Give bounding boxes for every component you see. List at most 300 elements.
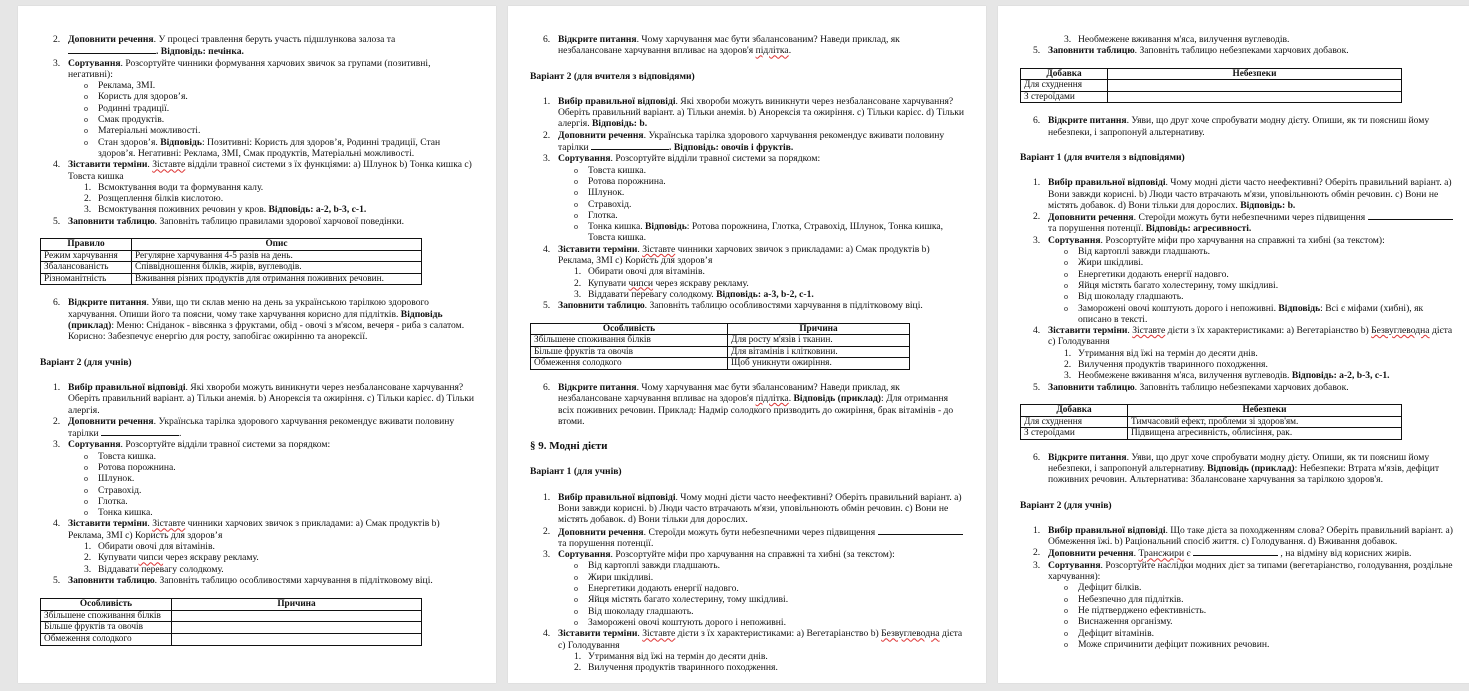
item-text: Купувати [588,277,629,289]
answer-text: Відповідь: печінка. [160,46,244,58]
table-row [41,610,422,622]
list-item: o Енергетики додають енергії надовго. [1078,269,1454,280]
answer-text: Відповідь: a-3, b-2, c-1. [716,288,814,300]
question-open [1033,115,1454,138]
punct: . [147,518,153,530]
answer-text: : Ротова порожнина, Глотка, Стравохід, Шлунок, Тонка кишка, Товста кишка. [588,221,943,244]
question-open [543,34,964,57]
question-number: 5. [53,574,61,586]
table-header: Добавка [1021,404,1128,416]
table-row [1021,91,1402,103]
question-text: є [1184,548,1193,560]
question-text: . Які хвороби можуть виникнути через незбалансоване харчування? Оберіть правильний варіант. a) Тільки анемія. b) Анорексія та ожиріння. c) Тільки карієс. d) Тільки алергія. [68,381,475,416]
item-number: 3. [1064,34,1072,45]
question-text: . Чому харчування має бути збалансованим? Наведи приклад, як незбалансоване харчування впливає на здоров'я [558,381,900,405]
question-list [1020,115,1454,138]
question-title: Заповнити таблицю [68,215,155,227]
spellcheck-word: Безвуглеводна [881,628,940,640]
table-cell: Тимчасовий ефект, проблеми зі здоров'ям. [1128,416,1402,428]
spellcheck-word: Зіставте [152,518,186,530]
item-text: Розщеплення білків кислотою. [98,193,224,205]
table-header: Правило [41,239,132,251]
item-text: Всмоктування води та формування калу. [98,181,264,193]
item-text: Необмежене вживання м'яса, вилучення вуглеводів. [1078,34,1290,45]
table-cell: З стероїдами [1021,91,1108,103]
question-title: Вибір правильної відповіді [1048,524,1166,536]
spellcheck-word: чипси [628,277,654,289]
question-list [530,382,964,427]
question-title: Доповнити речення [558,129,644,141]
question-text: та порушення потенції. [1048,223,1146,235]
question-number: 1. [1033,524,1041,536]
table-header: Небезпеки [1128,404,1402,416]
punct: . [1133,548,1139,560]
list-item: 1. Обирати овочі для вітамінів. [574,266,705,278]
question-title: Зіставити терміни [68,159,148,171]
question-match [543,628,964,674]
table-cell-empty[interactable] [1108,80,1402,92]
question-title: Сортування [68,439,121,451]
list-item: 3. Всмоктування поживних речовин у кров. Відповідь: a-2, b-3, c-1. [84,204,367,216]
item-text: Віддавати перевагу солодкому. [98,563,224,575]
question-number: 1. [543,491,551,503]
question-title: Заповнити таблицю [558,300,645,312]
question-text: . Стероїди можуть бути небезпечними через підвищення [643,526,878,538]
table-cell-empty[interactable] [1108,91,1402,103]
spellcheck-word: Безвуглеводна [1371,325,1430,337]
question-title: Доповнити речення [1048,212,1134,224]
answer-text: Відповідь: a-2, b-3, c-1. [268,204,367,216]
question-sorting [543,153,964,244]
question-title: Сортування [1048,234,1101,246]
document-page-3 [998,6,1469,683]
question-title: Сортування [558,549,611,561]
spellcheck-word: підлітка [755,45,789,57]
list-item: o Товста кишка. [588,165,964,176]
spellcheck-word: Зіставте [1132,325,1166,337]
answer-text: Відповідь: b. [1240,199,1296,211]
table-cell: Обмеження солодкого [531,358,728,370]
question-list [40,382,474,586]
variant-heading: Варіант 2 (для учнів) [1020,499,1112,511]
list-item: o Реклама, ЗМІ. [98,80,474,91]
question-list [1020,45,1454,56]
question-text: . Які хвороби можуть виникнути через незбалансоване харчування? Оберіть правильний варіант. a) Тільки анемія. b) Анорексія та ожиріння. c) Тільки карієс. d) Тільки алергія. [558,95,965,130]
question-title: Заповнити таблицю [68,574,155,586]
question-list [40,34,474,227]
answer-label: Відповідь [160,136,202,148]
question-text: . Стероїди можуть бути небезпечними через підвищення [1133,212,1368,224]
numbered-sublist [68,182,474,216]
spellcheck-word: Зіставте [642,628,676,640]
question-text: . Розсортуйте міфи про харчування на справжні та хибні (за текстом): [610,549,895,561]
question-title: Зіставити терміни [558,628,638,640]
list-item: o Від шоколаду гладшають. [1078,291,1454,302]
answer-text: : Для отримання всіх поживних речовин. Приклад: Надмір солодкого призводить до ожиріння, брак вітамінів - до втоми. [558,393,954,427]
answer-label: Відповідь [1278,302,1321,314]
list-item [1064,34,1454,45]
question-number: 2. [53,415,61,427]
spellcheck-word: Трансжири [1138,548,1185,560]
table-cell: Збалансованість [41,262,132,274]
numbered-sublist [558,266,964,300]
question-text: чинники харчових звичок з прикладами: a) Смак продуктів b) Реклама, ЗМІ c) Користь для здоров’я [558,243,930,267]
list-item: 1. Утримання від їжі на термін до десяти днів. [1064,347,1258,359]
numbered-sublist [68,541,474,575]
table-header: Добавка [1021,68,1108,80]
answer-text: : Меню: Сніданок - вівсянка з фруктами, обід - овочі з м'ясом, вечеря - риба з салатом. Корисно: Забезпечує енергію для росту, запобігає ожирінню та анорексії. [68,320,465,343]
item-text: через яскраву рекламу. [653,277,749,289]
question-number: 6. [543,381,551,393]
table-cell-empty[interactable] [172,622,422,634]
table-header: Особливість [531,323,728,335]
question-text: . Розсортуйте чинники формування харчових звичок за групами (позитивні, негативні): [68,57,431,80]
question-match [53,159,474,216]
question-text: . Розсортуйте міфи про харчування на справжні та хибні (за текстом): [1100,234,1385,246]
question-match [53,518,474,575]
question-number: 2. [53,34,61,45]
question-fill-sentence [543,129,964,154]
punct: . [637,628,643,640]
question-list [1020,177,1454,393]
answer-blank[interactable] [101,427,179,436]
question-text: та порушення потенції. [558,537,654,549]
question-list [530,492,964,674]
table-cell: Для росту м'язів і тканин. [728,335,910,347]
list-item: o Жири шкідливі. [588,572,964,583]
question-number: 5. [53,215,61,227]
question-sorting [543,549,964,628]
list-item: o Глотка. [588,210,964,221]
spellcheck-word: Зіставте [152,159,186,171]
answer-label: Відповідь (приклад) [793,393,881,405]
punct: . [669,142,674,154]
list-item: o Шлунок. [588,187,964,198]
table-row [1021,416,1402,428]
question-table [1033,381,1454,393]
question-fill-sentence [53,415,474,440]
list-item: o Стравохід. [98,485,474,496]
list-item: o Від картоплі завжди гладшають. [588,560,964,571]
numbered-sublist [1020,34,1454,45]
question-title: Заповнити таблицю [1048,381,1135,393]
question-text: дієти з їх характеристиками: a) Вегетаріанство b) [675,628,882,640]
question-number: 4. [543,628,551,640]
question-fill-sentence [53,34,474,58]
question-title: Доповнити речення [558,526,644,538]
table-row [41,634,422,646]
question-number: 2. [543,129,551,141]
table-header: Небезпеки [1108,68,1402,80]
list-item: o Від картоплі завжди гладшають. [1078,246,1454,257]
document-page-1 [18,6,496,683]
table-row [531,358,910,370]
list-item: o Не підтверджено ефективність. [1078,605,1454,616]
list-item: o Шлунок. [98,473,474,484]
variant-heading: Варіант 1 (для вчителя з відповідями) [1020,151,1185,163]
question-choice [543,491,964,526]
item-text: Віддавати перевагу солодкому. [588,288,717,300]
question-list [1020,525,1454,650]
table-header: Особливість [41,599,172,611]
list-item: o Ротова порожнина. [98,462,474,473]
question-text: . Українська тарілка здорового харчування рекомендує вживати половину тарілки [68,415,455,440]
list-item: o Може спричинити дефіцит поживних речовин. [1078,639,1454,650]
table-cell: Регулярне харчування 4-5 разів на день. [132,250,422,262]
question-text: . Уяви, що ти склав меню на день за українською тарілкою здорового харчування. Опиши його та поясни, чому таке харчування корисно для підлітків. [68,297,429,320]
question-text: . Заповніть таблицю небезпеками харчових добавок. [1134,45,1349,57]
question-title: Відкрите питання [1048,451,1127,463]
item-text: Вилучення продуктів тваринного походження. [588,662,778,674]
table-cell: Більше фруктів та овочів [531,346,728,358]
answer-label: Відповідь [645,221,687,233]
answer-blank[interactable] [1368,211,1453,220]
section-heading: § 9. Модні дієти [530,440,608,453]
table-header: Причина [172,599,422,611]
list-item: o Стравохід. [588,199,964,210]
question-choice [543,95,965,130]
question-title: Доповнити речення [1048,548,1134,560]
list-item: o Смак продуктів. [98,114,474,125]
question-text: . Чому харчування має бути збалансованим? Наведи приклад, як незбалансоване харчування впливає на здоров'я [558,34,900,57]
item-text: Утримання від їжі на термін до десяти днів. [588,650,768,662]
table-cell: Різноманітність [41,273,132,285]
list-item: 1. Обирати овочі для вітамінів. [84,541,215,553]
teen-nutrition-table [40,598,422,645]
question-number: 5. [1033,381,1041,393]
page-content [1020,34,1454,650]
question-number: 6. [53,297,61,309]
list-item [588,221,964,244]
table-cell-empty[interactable] [172,634,422,646]
list-item: o Яйця містять багато холестерину, тому шкідливі. [588,594,964,605]
question-number: 4. [53,518,61,530]
question-text: . У процесі травлення беруть участь підшлункова залоза та [153,34,396,45]
question-table [53,574,474,586]
bullet-list [1048,582,1454,650]
question-sorting [53,57,474,160]
question-open [543,381,964,427]
question-number: 3. [53,439,61,451]
question-title: Вибір правильної відповіді [68,381,186,393]
list-item: 2. Розщеплення білків кислотою. [84,193,224,205]
table-cell: Збільшене споживання білків [531,335,728,347]
list-item: 3. Віддавати перевагу солодкому. Відповідь: a-3, b-2, c-1. [574,288,814,300]
list-item: o Користь для здоров’я. [98,91,474,102]
page-content [40,34,474,646]
question-title: Відкрите питання [1048,115,1127,127]
question-text: . Уяви, що друг хоче спробувати модну дієту. Опиши, як ти поясниш йому небезпеки, і запропонуй альтернативу. [1048,451,1430,474]
table-cell-empty[interactable] [172,610,422,622]
answer-blank[interactable] [68,45,156,54]
question-number: 4. [1033,325,1041,337]
question-text: . Розсортуйте відділи травної системи за порядком: [610,153,821,165]
document-page-2 [508,6,986,683]
answer-blank[interactable] [878,526,963,535]
table-cell: Для схуднення [1021,80,1108,92]
answer-label: Відповідь (приклад) [1207,462,1295,474]
question-text: . Розсортуйте відділи травної системи за порядком: [120,439,331,451]
item-text: Тонка кишка. [588,221,645,233]
question-title: Сортування [558,153,611,165]
table-row [41,262,422,274]
question-table [53,215,474,227]
question-text: відділи травної системи з їх функціями: a) Шлунок b) Тонка кишка c) Товста кишка [68,159,472,182]
table-cell: З стероїдами [1021,428,1128,440]
punct: . [156,46,161,58]
item-text: Купувати [98,552,139,564]
question-fill-sentence [1033,211,1454,235]
table-cell: Співвідношення білків, жирів, вуглеводів. [132,262,422,274]
answer-text: Відповідь: агресивності. [1145,223,1252,235]
question-text: . Заповніть таблицю особливостями харчування в підлітковому віці. [644,300,923,312]
table-row [41,250,422,262]
question-number: 4. [53,159,61,171]
additives-table [1020,68,1402,104]
answer-text: : Небезпеки: Втрата м'язів, дефіцит поживних речовин. Альтернатива: Збалансоване харчування за тарілкою здоров'я. [1048,462,1440,486]
list-item: o Тонка кишка. [98,507,474,518]
item-text: Обирати овочі для вітамінів. [98,541,215,553]
question-text: дієта c) Голодування [558,628,963,651]
table-header: Причина [728,323,910,335]
list-item: 2. Вилучення продуктів тваринного походження. [574,662,778,674]
question-number: 3. [543,549,551,561]
question-text: . Заповніть таблицю особливостями харчування в підлітковому віці. [154,574,433,586]
answer-text: Відповідь: a-2, b-3, c-1. [1291,370,1390,382]
question-number: 5. [1033,45,1041,57]
question-sorting [1033,559,1454,650]
table-row [41,273,422,285]
rules-table [40,238,422,285]
question-number: 4. [543,243,551,255]
question-text: . Розсортуйте наслідки модних дієт за типами (вегетаріанство, голодування, роздільне харчування): [1048,559,1453,583]
numbered-sublist [558,651,964,674]
answer-text: : Всі є міфами (хибні), як описано в тексті. [1078,302,1424,325]
bullet-list [1048,246,1454,325]
punct: . [179,428,182,440]
answer-blank[interactable] [1193,547,1278,556]
list-item: o Жири шкідливі. [1078,257,1454,268]
question-title: Зіставити терміни [68,518,148,530]
question-open [53,297,474,343]
question-title: Відкрите питання [558,34,637,45]
bullet-list [68,451,474,519]
table-cell: Для схуднення [1021,416,1128,428]
question-list [530,96,964,312]
question-title: Вибір правильної відповіді [558,491,676,503]
table-cell: Збільшене споживання білків [41,610,172,622]
question-number: 6. [1033,451,1041,463]
spellcheck-word: підлітка [755,393,789,405]
table-cell: Вживання різних продуктів для отримання поживних речовин. [132,273,422,285]
table-row [1021,80,1402,92]
item-text: Стан здоров’я. [98,136,161,148]
table-cell: Режим харчування [41,250,132,262]
question-list [530,34,964,57]
question-text: . Заповніть таблицю правилами здорової харчової поведінки. [154,215,405,227]
answer-blank[interactable] [591,141,669,150]
question-title: Доповнити речення [68,34,154,45]
table-header: Опис [132,239,422,251]
item-text: через яскраву рекламу. [163,552,259,564]
question-number: 6. [543,34,551,45]
question-number: 6. [1033,115,1041,127]
item-text: Заморожені овочі коштують дорого і непоживні. [1078,302,1279,314]
question-number: 2. [1033,547,1041,559]
list-item: 3. Віддавати перевагу солодкому. [84,563,224,575]
question-number: 1. [53,381,61,393]
list-item: 1. Утримання від їжі на термін до десяти днів. [574,650,768,662]
variant-heading: Варіант 2 (для вчителя з відповідями) [530,70,695,82]
question-number: 2. [543,525,551,537]
list-item: o Енергетики додають енергії надовго. [588,583,964,594]
punct: . [788,393,794,405]
variant-heading: Варіант 1 (для учнів) [530,466,622,478]
question-text: . Уяви, що друг хоче спробувати модну дієту. Опиши, як ти поясниш йому небезпеки, і запропонуй альтернативу. [1048,115,1430,138]
question-list [40,297,474,342]
bullet-list [558,560,964,628]
question-title: Зіставити терміни [558,243,638,255]
list-item: 2. Вилучення продуктів тваринного походження. [1064,359,1268,371]
question-text: . Українська тарілка здорового харчування рекомендує вживати половину тарілки [558,129,945,154]
list-item: 2. Купувати чипси через яскраву рекламу. [84,552,259,564]
question-title: Сортування [68,57,121,69]
question-text: , на відміну від корисних жирів. [1278,548,1412,560]
spellcheck-word: Зіставте [642,243,676,255]
question-table [1033,45,1454,57]
list-item: o Від шоколаду гладшають. [588,606,964,617]
question-sorting [1033,234,1454,325]
question-match [1033,325,1454,382]
question-text: чинники харчових звичок з прикладами: a) Смак продуктів b) Реклама, ЗМІ c) Користь для здоров’я [68,518,440,541]
list-item: o Товста кишка. [98,451,474,462]
table-cell: Більше фруктів та овочів [41,622,172,634]
item-text: Необмежене вживання м'яса, вилучення вуглеводів. [1078,370,1292,382]
list-item: 1. Всмоктування води та формування калу. [84,181,264,193]
list-item: o Дефіцит білків. [1078,582,1454,593]
question-text: . Чому модні дієти часто неефективні? Оберіть правильний варіант. a) Вони завжди корисні. b) Люди часто втрачають м'язи, уповільнюють обмін речовин. c) Вони не містять добавок. d) Вони тільки для дорослих. [558,491,962,526]
list-item: 2. Купувати чипси через яскраву рекламу. [574,277,749,289]
question-number: 3. [1033,559,1041,571]
question-choice [1033,524,1454,548]
question-open [1033,451,1454,486]
spellcheck-word: чипси [138,552,164,564]
list-item: o Дефіцит вітамінів. [1078,628,1454,639]
list-item [1078,303,1454,326]
question-choice [1033,177,1454,211]
list-item: 3. Необмежене вживання м'яса, вилучення вуглеводів. Відповідь: a-2, b-3, c-1. [1064,370,1390,382]
question-number: 3. [53,57,61,69]
question-title: Зіставити терміни [1048,325,1128,337]
question-text: . Що таке дієта за походженням слова? Оберіть правильний варіант. a) Обмеження їжі. b) Раціональний спосіб життя. c) Голодування. d) Вживання добавок. [1048,524,1453,548]
numbered-sublist [1048,348,1454,382]
list-item: o Глотка. [98,496,474,507]
question-text: дієта c) Голодування [1048,325,1453,348]
additives-answers-table [1020,404,1402,440]
punct: . [147,159,153,171]
question-text: . Чому модні дієти часто неефективні? Оберіть правильний варіант. a) Вони завжди корисні. b) Люди часто втрачають м'язи, уповільнюють обмін речовин. c) Вони не містять добавок. d) Вони тільки для дорослих. [1048,177,1452,211]
variant-heading: Варіант 2 (для учнів) [40,356,132,368]
list-item [98,137,474,160]
list-item: o Яйця містять багато холестерину, тому шкідливі. [1078,280,1454,291]
question-text: . Заповніть таблицю небезпеками харчових добавок. [1134,381,1349,393]
table-cell: Підвищена агресивність, облисіння, рак. [1128,428,1402,440]
question-sorting [53,439,474,519]
question-number: 5. [543,300,551,312]
list-item: o Виснаження організму. [1078,616,1454,627]
question-title: Відкрите питання [68,297,147,309]
list-item: o Матеріальні можливості. [98,125,474,136]
